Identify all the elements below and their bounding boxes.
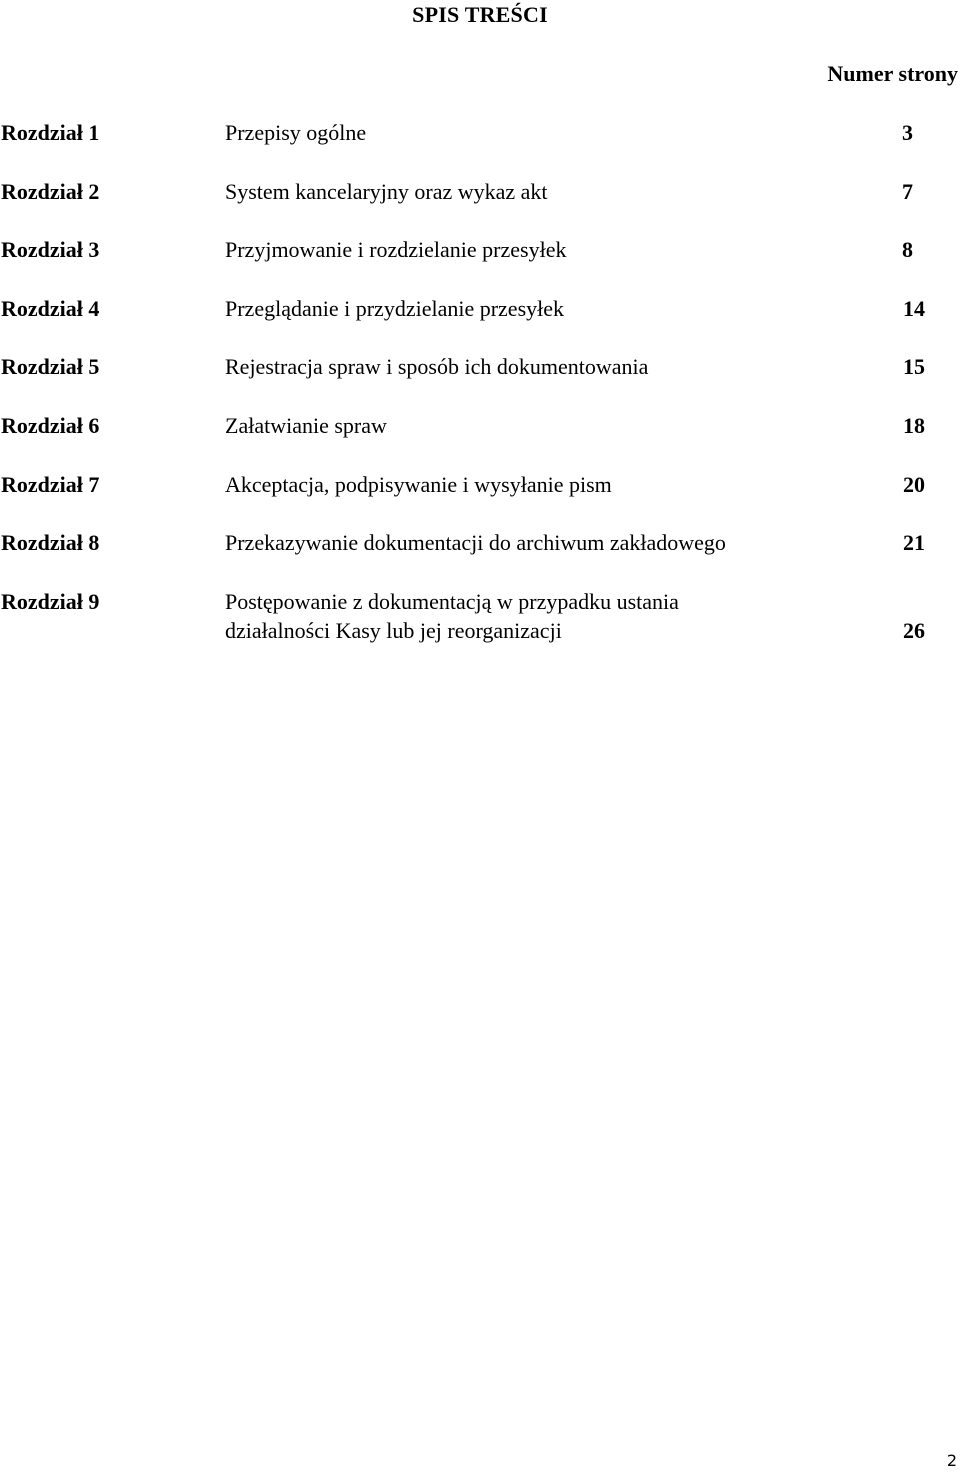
toc-page-number: 7 (902, 178, 913, 204)
toc-chapter-title: Rejestracja spraw i sposób ich dokumentowania (225, 354, 649, 380)
toc-chapter-title: Załatwianie spraw (225, 412, 387, 438)
toc-page-number: 14 (903, 295, 925, 321)
toc-chapter-label: Rozdział 7 (1, 471, 100, 497)
toc-chapter-label: Rozdział 9 (1, 588, 100, 614)
toc-chapter-label: Rozdział 6 (1, 412, 100, 438)
footer-page-number: 2 (946, 1451, 957, 1470)
toc-page-number: 15 (903, 354, 925, 380)
toc-chapter-title: Przyjmowanie i rozdzielanie przesyłek (225, 237, 567, 263)
toc-chapter-title: Przekazywanie dokumentacji do archiwum zakładowego (225, 530, 726, 556)
toc-chapter-label: Rozdział 8 (1, 530, 100, 556)
toc-chapter-title: Przepisy ogólne (225, 120, 367, 145)
document-title: SPIS TREŚCI (412, 2, 548, 27)
toc-chapter-title: System kancelaryjny oraz wykaz akt (225, 178, 548, 204)
toc-entry (0, 470, 960, 529)
toc-chapter-label: Rozdział 1 (1, 120, 100, 145)
toc-chapter-title: Postępowanie z dokumentacją w przypadku ustania działalności Kasy lub jej reorganizacji (225, 588, 679, 643)
toc-page-number: 8 (902, 237, 913, 263)
toc-entry (0, 587, 960, 657)
toc-chapter-label: Rozdział 2 (1, 178, 100, 204)
toc-page-number: 21 (903, 530, 925, 556)
toc-chapter-label: Rozdział 5 (1, 354, 100, 380)
toc-entry (0, 352, 960, 411)
toc-entry (0, 411, 960, 470)
toc-entry (0, 118, 960, 177)
toc-entry (0, 294, 960, 353)
toc-chapter-label: Rozdział 3 (1, 237, 100, 263)
toc-chapter-label: Rozdział 4 (1, 295, 100, 321)
toc-page-number: 3 (902, 120, 913, 145)
toc-page-number: 20 (903, 471, 925, 497)
table-of-contents (0, 118, 960, 657)
toc-chapter-title: Akceptacja, podpisywanie i wysyłanie pism (225, 471, 612, 497)
toc-entry (0, 528, 960, 587)
toc-page-number: 18 (903, 412, 925, 438)
page-number-column-header: Numer strony (827, 61, 958, 86)
toc-entry (0, 177, 960, 236)
toc-page-number: 26 (903, 617, 925, 643)
toc-entry (0, 235, 960, 294)
toc-chapter-title: Przeglądanie i przydzielanie przesyłek (225, 295, 565, 321)
